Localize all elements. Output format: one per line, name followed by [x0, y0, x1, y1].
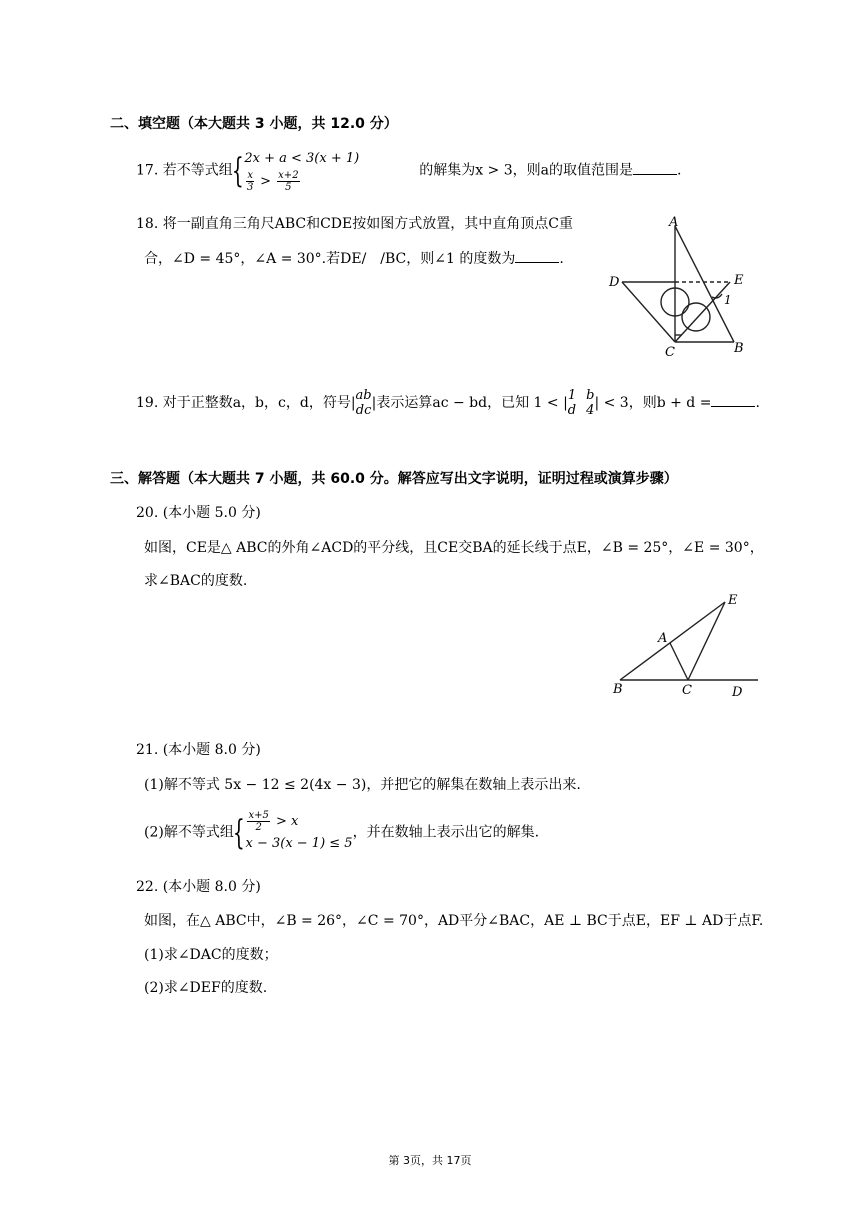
question-19	[136, 388, 760, 418]
q20-figure	[610, 590, 762, 702]
q17-frac1-den: 3	[246, 182, 254, 193]
q18-line2: 合，∠D = 45°，∠A = 30°.若DE/ /BC，则∠1 的度数为	[144, 251, 516, 267]
q17-inequality-system: { 2x + a < 3(x + 1) $\frac{x}{3}$ > $\frac{x+2}{5}$	[233, 148, 359, 193]
q17-pre: 若不等式组	[162, 162, 233, 179]
q20-line2: 求∠BAC的度数.	[144, 573, 248, 589]
q19-pre: 19. 对于正整数a，b，c，d，符号|	[136, 395, 356, 411]
q18-circle-2	[682, 303, 710, 331]
q18-line1: 18. 将一副直角三角尺ABC和CDE按如图方式放置，其中直角顶点C重	[136, 216, 573, 232]
q18-label-e: E	[734, 273, 744, 288]
q17-frac2-num: x+2	[278, 170, 299, 181]
q20-line-ce	[688, 602, 725, 680]
question-17	[136, 148, 681, 193]
q18-label-c: C	[665, 345, 675, 360]
q19-sym-top: ab	[355, 388, 372, 403]
q19-mid: |表示运算ac − bd，已知 1 < |	[371, 395, 568, 411]
q22-head: 22. (本小题 8.0 分)	[136, 879, 261, 895]
q17-op: >	[256, 174, 276, 189]
q17-row1: 2x + a < 3(x + 1)	[244, 151, 360, 166]
q19-det-tl: 1	[567, 388, 577, 403]
q22-part2: (2)求∠DEF的度数.	[144, 980, 268, 996]
page-footer: 第 3页，共 17页	[388, 1154, 472, 1167]
q18-answer-blank[interactable]	[515, 250, 559, 263]
q17-answer-blank[interactable]	[633, 162, 677, 175]
q17-frac1-num: x	[247, 170, 253, 181]
q18-end: .	[559, 251, 564, 267]
q17-post: 的解集为x > 3，则a的取值范围是	[419, 162, 633, 179]
q21-part2-pre: (2)解不等式组	[144, 824, 234, 841]
q20-head: 20. (本小题 5.0 分)	[136, 505, 261, 521]
q20-label-d: D	[732, 685, 743, 700]
q21-row2: x − 3(x − 1) ≤ 5	[245, 836, 353, 851]
q20-line-be	[620, 602, 725, 680]
q18-label-d: D	[609, 275, 620, 290]
q19-determinant	[568, 388, 595, 418]
q21-part2-post: ，并在数轴上表示出它的解集.	[352, 824, 540, 841]
q20-line-ac	[670, 643, 688, 680]
q21-row1-rest: > x	[271, 814, 299, 829]
q20-label-e: E	[728, 593, 738, 608]
q20-line1: 如图，CE是△ ABC的外角∠ACD的平分线，且CE交BA的延长线于点E，∠B = 25°，∠E = 30°，	[144, 540, 764, 556]
q21-inequality-system: { $\frac{x+5}{2}$ > x x − 3(x − 1) ≤ 5	[234, 810, 353, 855]
q17-end: .	[676, 162, 682, 179]
q20-label-a: A	[658, 631, 668, 646]
section-2-title: 二、填空题（本大题共 3 小题，共 12.0 分）	[110, 116, 398, 132]
q17-number: 17.	[136, 162, 159, 179]
q21-frac-den: 2	[255, 822, 262, 833]
q20-label-b: B	[613, 682, 623, 697]
q19-end: .	[755, 395, 760, 411]
q22-line1: 如图，在△ ABC中，∠B = 26°，∠C = 70°，AD平分∠BAC，AE ⊥ BC于点E，EF ⊥ AD于点F.	[144, 913, 764, 929]
q18-label-1: 1	[724, 293, 732, 307]
section-3-title: 三、解答题（本大题共 7 小题，共 60.0 分。解答应写出文字说明，证明过程或演算步骤）	[110, 471, 678, 487]
q18-label-a: A	[669, 215, 679, 230]
q20-label-c: C	[682, 683, 692, 698]
q19-post: | < 3，则b + d =	[594, 395, 712, 411]
q18-line2-wrap	[144, 248, 564, 268]
q17-frac2-den: 5	[285, 182, 292, 193]
q21-frac-num: x+5	[248, 810, 269, 821]
q21-part1: (1)解不等式 5x − 12 ≤ 2(4x − 3)，并把它的解集在数轴上表示出来.	[144, 777, 581, 793]
q19-answer-blank[interactable]	[711, 394, 755, 407]
q19-det-tr: b	[586, 388, 595, 403]
q19-sym-bottom: dc	[355, 403, 372, 418]
q19-symbol	[356, 388, 372, 418]
q19-det-br: 4	[586, 403, 595, 418]
q21-head: 21. (本小题 8.0 分)	[136, 742, 261, 758]
q18-figure	[600, 212, 765, 360]
q19-det-bl: d	[567, 403, 577, 418]
q22-part1: (1)求∠DAC的度数；	[144, 947, 278, 963]
q18-label-b: B	[734, 341, 744, 356]
q21-part2	[144, 810, 539, 855]
